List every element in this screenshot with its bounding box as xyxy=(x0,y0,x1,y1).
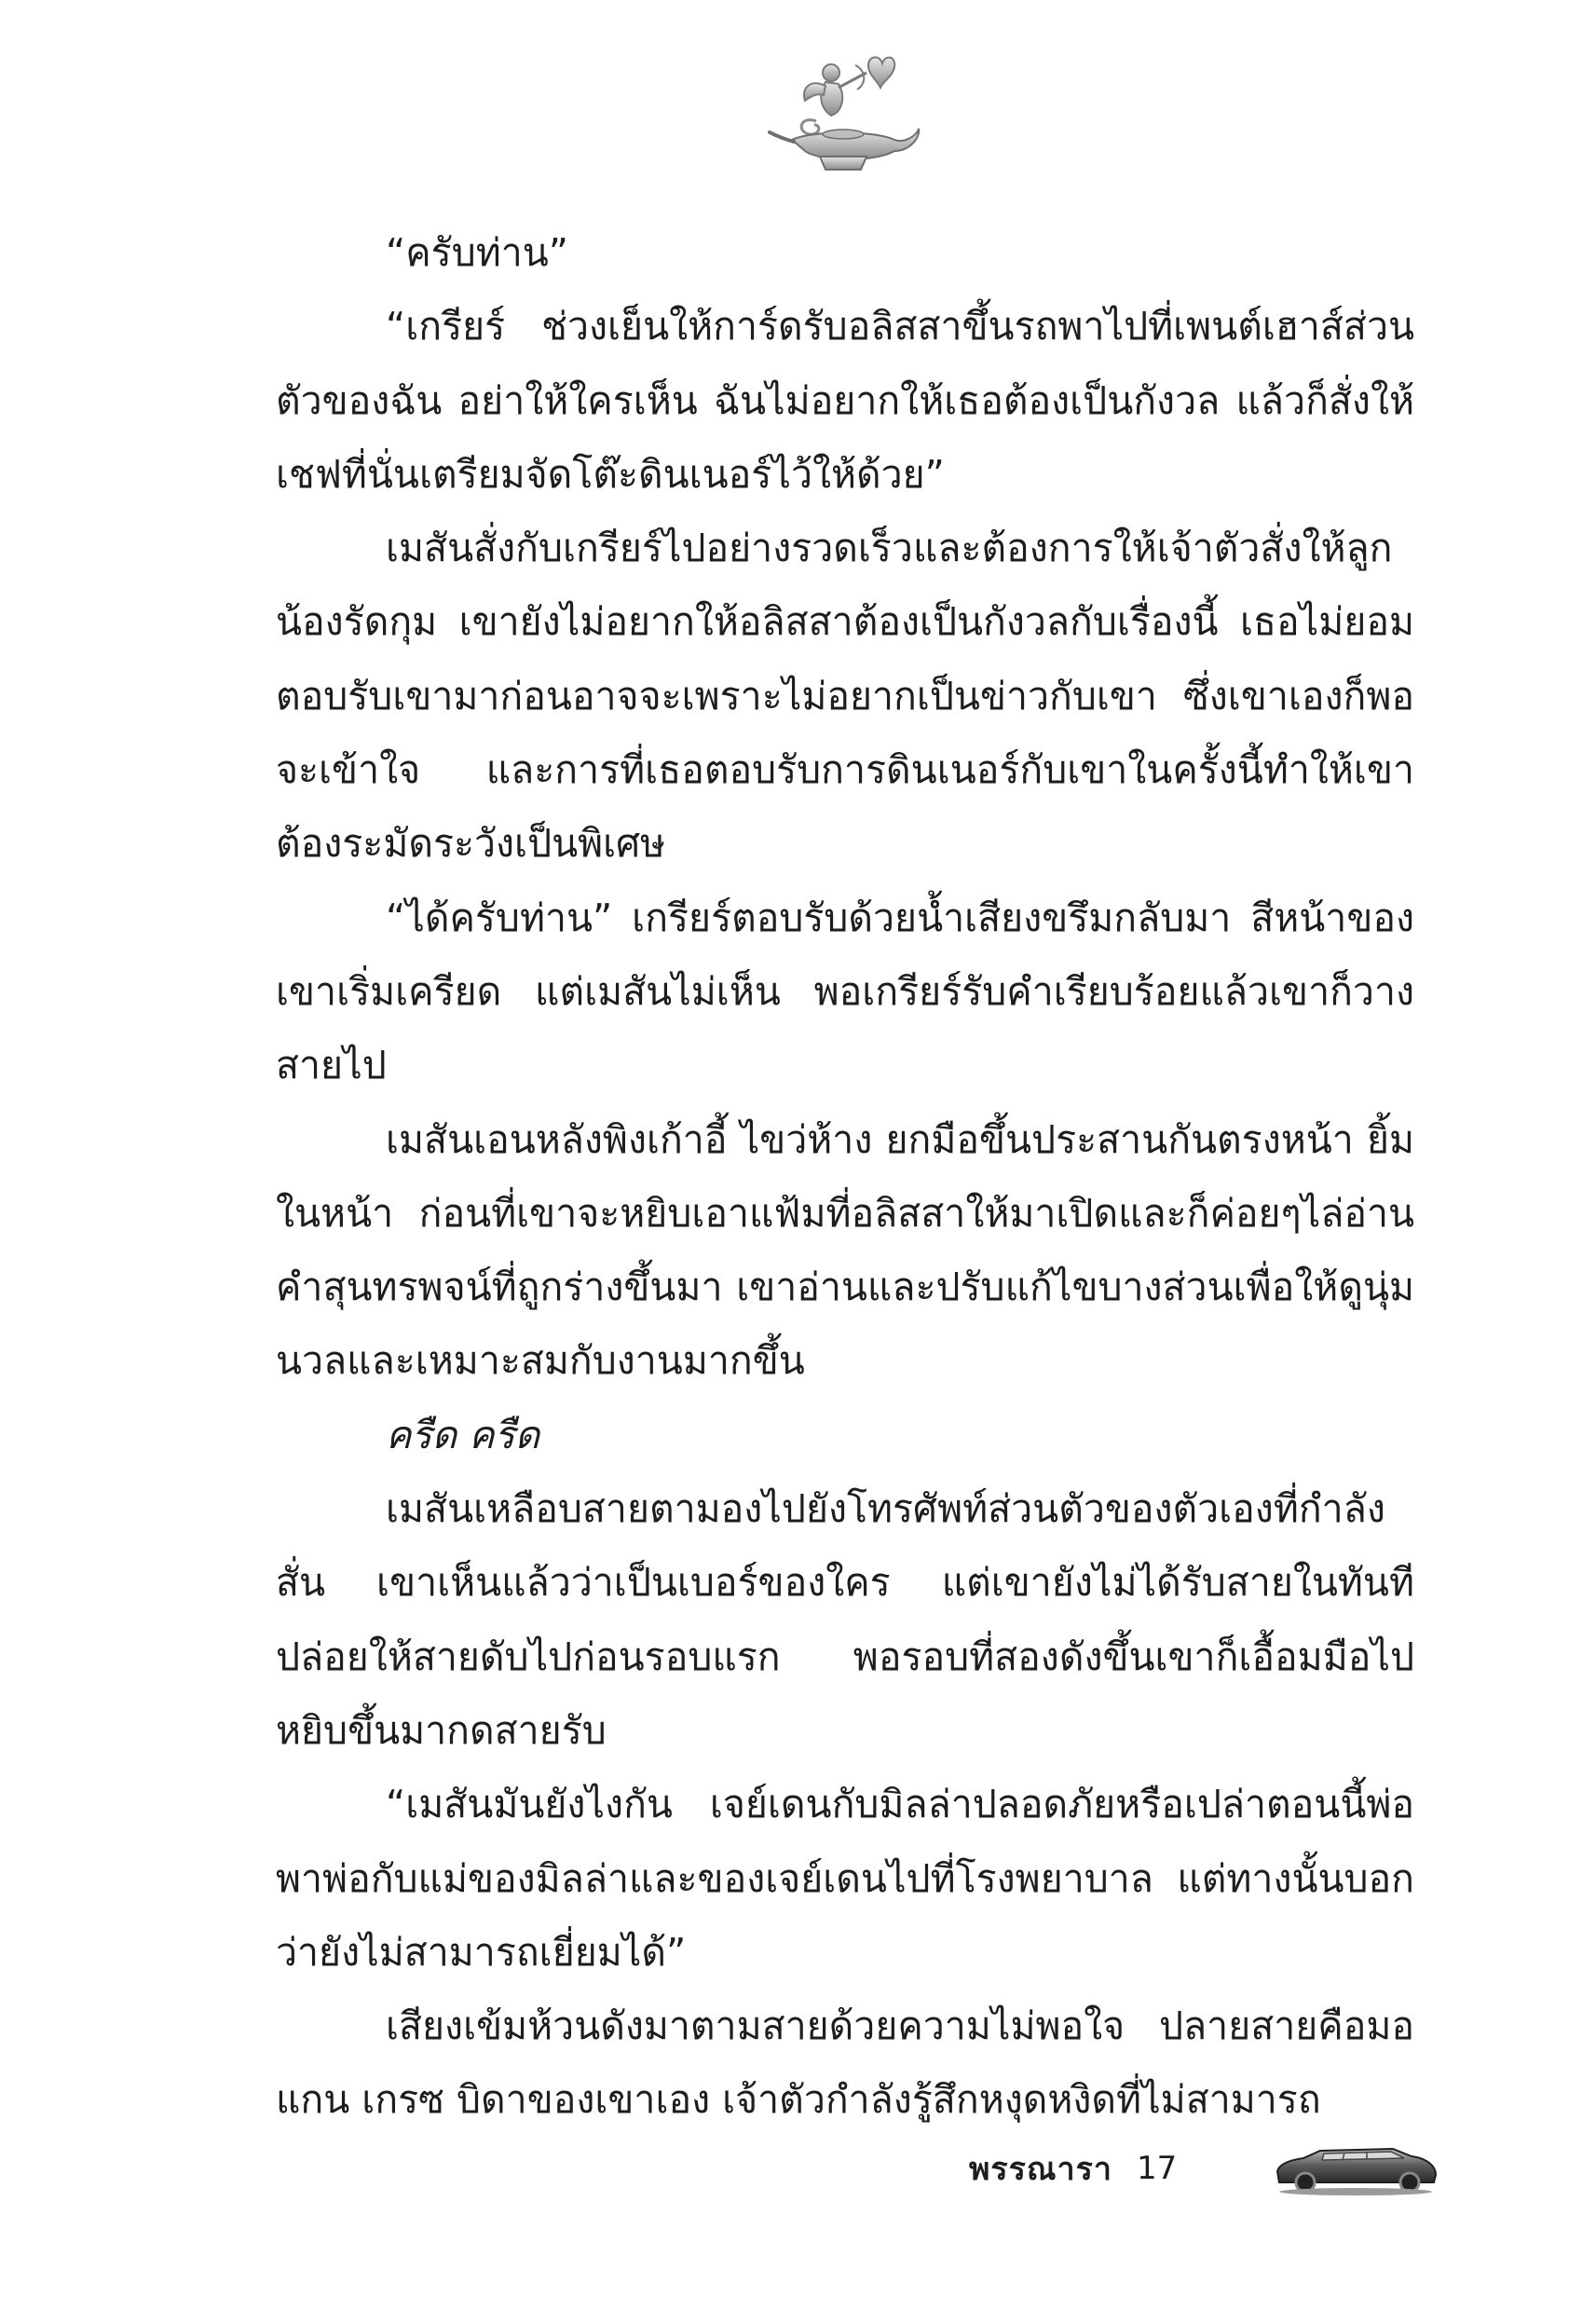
page-number: 17 xyxy=(1136,2150,1178,2187)
cupid-teapot-ornament-icon xyxy=(764,47,922,177)
paragraph-3: เมสันสั่งกับเกรียร์ไปอย่างรวดเร็วและต้องการให้เจ้าตัวสั่งให้ลูกน้องรัดกุม เขายังไม่อยากให้อลิสสาต้องเป็นกังวลกับเรื่องนี้ เธอไม่ยอมตอบรับเขามาก่อนอาจจะเพราะไม่อยากเป็นข่าวกับเขา ซึ่งเขาเองก็พอจะเข้าใจ และการที่เธอตอบรับการดินเนอร์กับเขาในครั้งนี้ทำให้เขาต้องระมัดระวังเป็นพิเศษ xyxy=(276,526,1414,867)
running-title: พรรณารา xyxy=(969,2151,1112,2188)
limousine-icon xyxy=(1272,2140,1439,2197)
paragraph-5: เมสันเอนหลังพิงเก้าอี้ ไขว่ห้าง ยกมือขึ้นประสานกันตรงหน้า ยิ้มในหน้า ก่อนที่เขาจะหยิบเอาแฟ้มที่อลิสสาให้มาเปิดและก็ค่อยๆไล่อ่านคำสุนทรพจน์ที่ถูกร่างขึ้นมา เขาอ่านและปรับแก้ไขบางส่วนเพื่อให้ดูนุ่มนวลและเหมาะสมกับงานมากขึ้น xyxy=(276,1116,1414,1384)
paragraph-8: “เมสันมันยังไงกัน เจย์เดนกับมิลล่าปลอดภัยหรือเปล่าตอนนี้พ่อพาพ่อกับแม่ของมิลล่าและของเจย์เดนไปที่โรงพยาบาล แต่ทางนั้นบอกว่ายังไม่สามารถเยี่ยมได้” xyxy=(276,1782,1414,1975)
paragraph-9: เสียงเข้มห้วนดังมาตามสายด้วยความไม่พอใจ ปลายสายคือมอแกน เกรซ บิดาของเขาเอง เจ้าตัวกำลังรู้สึกหงุดหงิดที่ไม่สามารถ xyxy=(276,2003,1414,2123)
chapter-body xyxy=(276,216,1414,2138)
paragraph-1: “ครับท่าน” xyxy=(386,230,569,275)
paragraph-2: “เกรียร์ ช่วงเย็นให้การ์ดรับอลิสสาขึ้นรถพาไปที่เพนต์เฮาส์ส่วนตัวของฉัน อย่าให้ใครเห็น ฉันไม่อยากให้เธอต้องเป็นกังวล แล้วก็สั่งให้เชฟที่นั่นเตรียมจัดโต๊ะดินเนอร์ไว้ให้ด้วย” xyxy=(276,304,1414,497)
paragraph-7: เมสันเหลือบสายตามองไปยังโทรศัพท์ส่วนตัวของตัวเองที่กำลังสั่น เขาเห็นแล้วว่าเป็นเบอร์ของใคร แต่เขายังไม่ได้รับสายในทันทีปล่อยให้สายดับไปก่อนรอบแรก พอรอบที่สองดังขึ้นเขาก็เอื้อมมือไปหยิบขึ้นมากดสายรับ xyxy=(276,1486,1414,1753)
page-footer xyxy=(969,2136,1177,2201)
sound-effect-line: ครืด ครืด xyxy=(386,1412,540,1457)
paragraph-4: “ได้ครับท่าน” เกรียร์ตอบรับด้วยน้ำเสียงขรึมกลับมา สีหน้าของเขาเริ่มเครียด แต่เมสันไม่เห็น พอเกรียร์รับคำเรียบร้อยแล้วเขาก็วางสายไป xyxy=(276,895,1414,1088)
